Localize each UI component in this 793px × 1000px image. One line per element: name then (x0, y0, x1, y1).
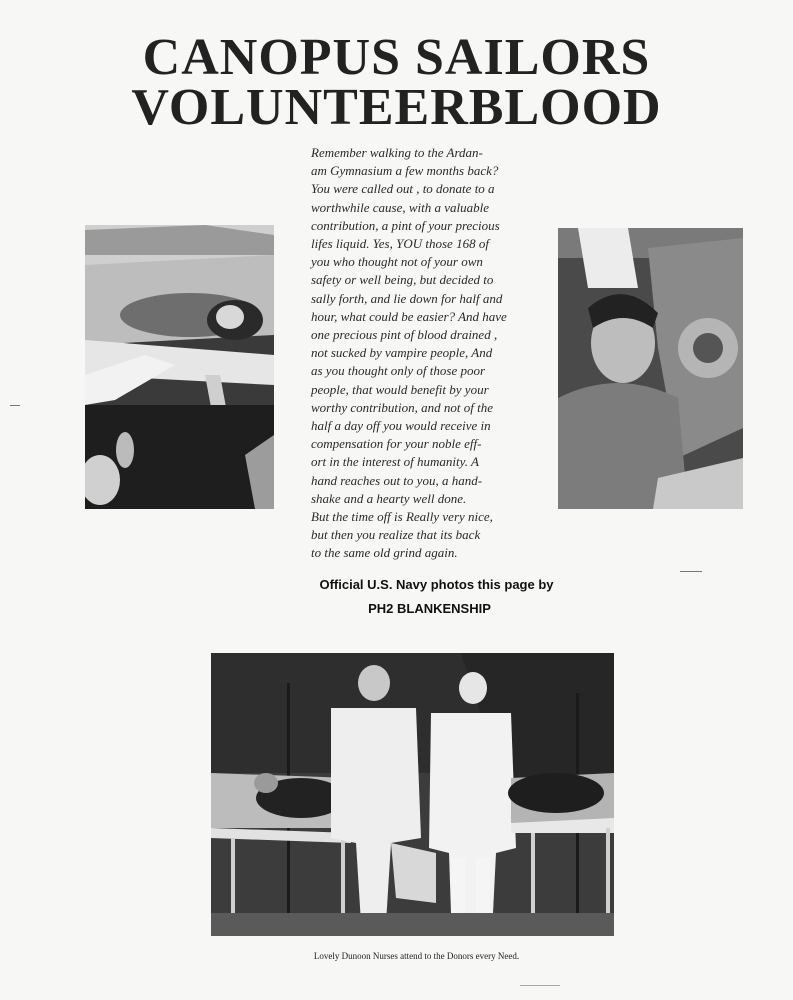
article-line: but then you realize that its back (311, 527, 481, 543)
scan-mark (10, 405, 20, 406)
article-line: you who thought not of your own (311, 254, 483, 270)
scan-mark (680, 571, 702, 572)
article-line: not sucked by vampire people, And (311, 345, 493, 361)
article-line: But the time off is Really very nice, (311, 509, 493, 525)
article-line: half a day off you would receive in (311, 418, 491, 434)
article-line: contribution, a pint of your precious (311, 217, 500, 233)
photo-donor-lying-on-cot (85, 225, 274, 509)
article-line: worthy contribution, and not of the (311, 399, 493, 415)
article-line: hour, what could be easier? And have (311, 308, 507, 324)
article-line: people, that would benefit by your (311, 381, 489, 397)
article-line: sally forth, and lie down for half and (311, 290, 503, 306)
headline-line-2: VOLUNTEERBLOOD (131, 79, 662, 136)
scan-mark (520, 985, 560, 986)
article-line: lifes liquid. Yes, YOU those 168 of (311, 236, 489, 252)
photo-nurses-attending-donors (211, 653, 614, 936)
photo-credit-line-2: PH2 BLANKENSHIP (368, 601, 491, 616)
article-line: one precious pint of blood drained , (311, 327, 498, 343)
article-line: ort in the interest of humanity. A (311, 454, 479, 470)
photo-credit-line-1: Official U.S. Navy photos this page by (319, 577, 554, 592)
article-line: am Gymnasium a few months back? (311, 163, 499, 179)
article-body (311, 144, 551, 563)
article-line: safety or well being, but decided to (311, 272, 494, 288)
article-line: You were called out , to donate to a (311, 181, 495, 197)
article-line: hand reaches out to you, a hand- (311, 472, 483, 488)
article-line: Remember walking to the Ardan- (311, 145, 483, 160)
photo-caption: Lovely Dunoon Nurses attend to the Donors every Need. (313, 951, 520, 961)
article-line: shake and a hearty well done. (311, 490, 467, 506)
article-line: worthwhile cause, with a valuable (311, 199, 490, 215)
article-line: to the same old grind again. (311, 545, 458, 561)
photo-seated-sailor (558, 228, 743, 509)
headline-line-1: CANOPUS SAILORS (142, 29, 651, 86)
article-line: as you thought only of those poor (311, 363, 486, 379)
article-line: compensation for your noble eff- (311, 436, 482, 452)
